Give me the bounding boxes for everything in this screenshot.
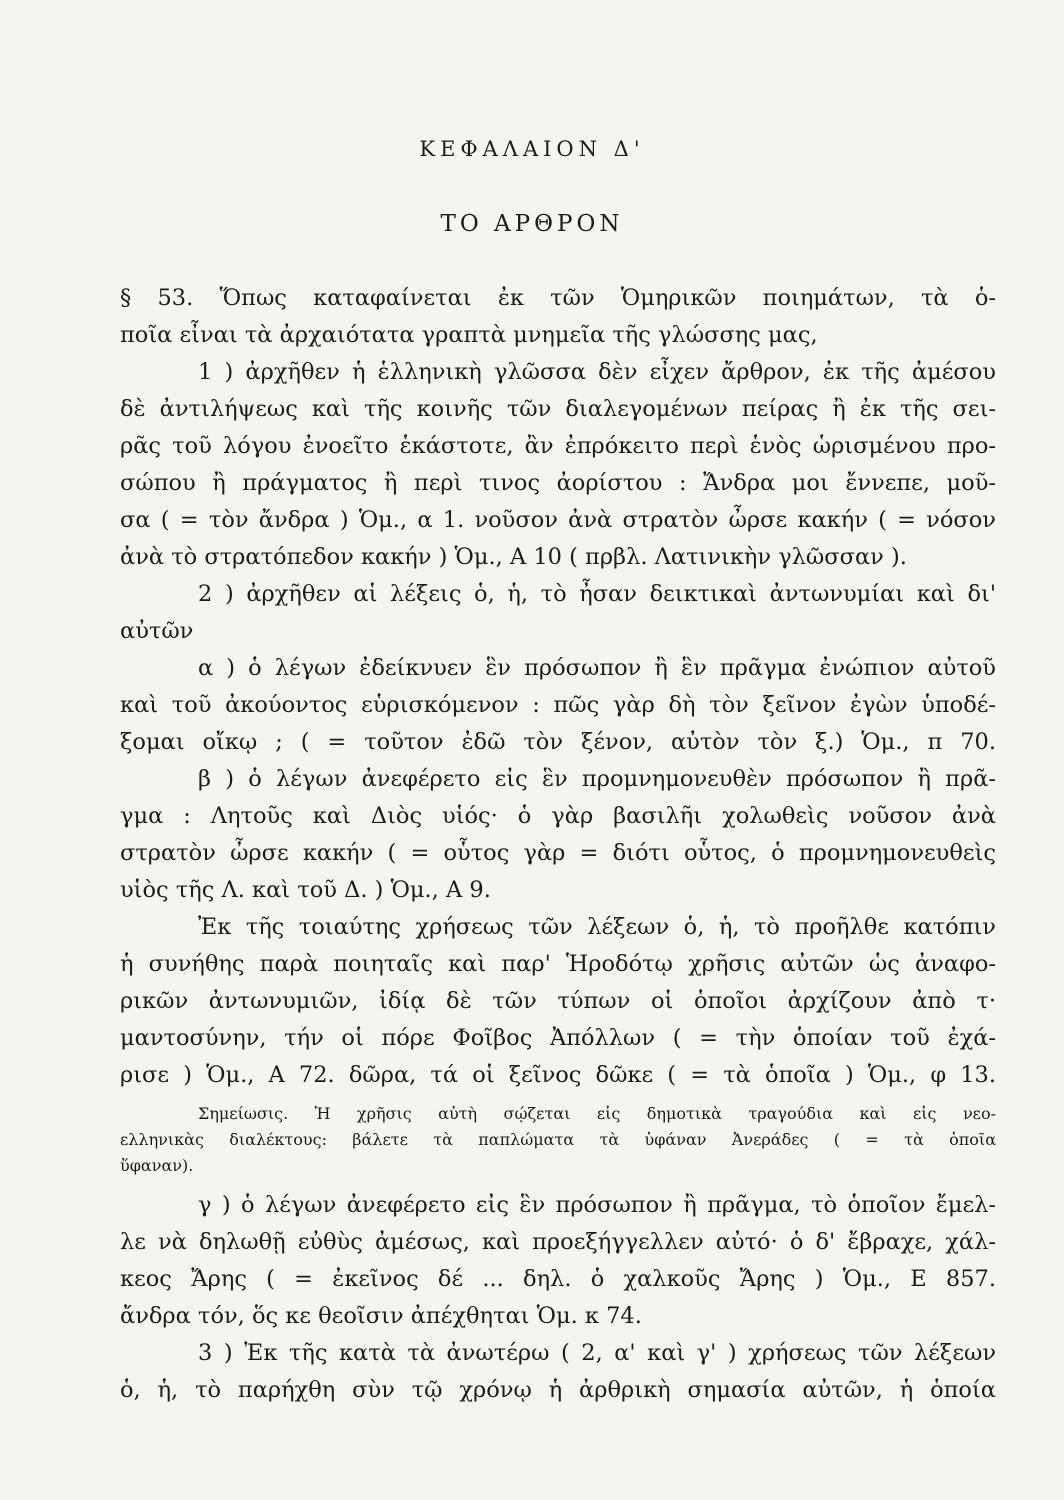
text-line: ρικῶν ἀντωνυμιῶν, ἰδίᾳ δὲ τῶν τύπων οἱ ὁποῖοι ἀρχίζουν ἀπὸ τ· <box>120 988 996 1014</box>
chapter-title: ΚΕΦΑΛΑΙΟΝ Δ' <box>419 137 645 161</box>
text-line: ποῖα εἶναι τὰ ἀρχαιότατα γραπτὰ μνημεῖα τῆς γλώσσης μας, <box>120 322 818 348</box>
text-line: λε νὰ δηλωθῇ εὐθὺς ἀμέσως, καὶ προεξήγγελλεν αὐτό· ὁ δ' ἔβραχε, χάλ- <box>120 1229 996 1255</box>
text-line: γμα : Λητοῦς καὶ Διὸς υἱός· ὁ γὰρ βασιλῆι χολωθεὶς νοῦσον ἀνὰ <box>120 803 996 829</box>
text-line: ξομαι οἴκῳ ; ( = τοῦτον ἐδῶ τὸν ξένον, αὐτὸν τὸν ξ.) Ὁμ., π 70. <box>120 729 996 755</box>
text-line: σώπου ἢ πράγματος ἢ περὶ τινος ἀορίστου : Ἄνδρα μοι ἔννεπε, μοῦ- <box>120 470 996 496</box>
note-line: ελληνικὰς διαλέκτους: βάλετε τὰ παπλώματα τὰ ὑφάναν Ἀνεράδες ( = τὰ ὁποῖα <box>120 1130 996 1149</box>
text-line: 3 ) Ἐκ τῆς κατὰ τὰ ἀνωτέρω ( 2, α' καὶ γ' ) χρήσεως τῶν λέξεων <box>198 1340 996 1366</box>
text-line: 1 ) ἀρχῆθεν ἡ ἑλληνικὴ γλῶσσα δὲν εἶχεν ἄρθρον, ἐκ τῆς ἀμέσου <box>198 359 996 385</box>
text-line: β ) ὁ λέγων ἀνεφέρετο εἰς ἓν προμνημονευθὲν πρόσωπον ἢ πρᾶ- <box>198 766 996 792</box>
text-line: σα ( = τὸν ἄνδρα ) Ὁμ., α 1. νοῦσον ἀνὰ στρατὸν ὦρσε κακήν ( = νόσον <box>120 507 996 533</box>
text-body <box>120 280 996 1409</box>
text-line: καὶ τοῦ ἀκούοντος εὑρισκόμενον : πῶς γὰρ δὴ τὸν ξεῖνον ἐγὼν ὑποδέ- <box>120 692 996 718</box>
text-line: γ ) ὁ λέγων ἀνεφέρετο εἰς ἓν πρόσωπον ἢ πρᾶγμα, τὸ ὁποῖον ἔμελ- <box>198 1192 996 1218</box>
text-line: αὐτῶν <box>120 618 194 644</box>
text-line: στρατὸν ὦρσε κακήν ( = οὗτος γὰρ = διότι οὗτος, ὁ προμνημονευθεὶς <box>120 840 996 866</box>
text-line: δὲ ἀντιλήψεως καὶ τῆς κοινῆς τῶν διαλεγομένων πείρας ἢ ἐκ τῆς σει- <box>120 396 996 422</box>
text-line: μαντοσύνην, τήν οἱ πόρε Φοῖβος Ἀπόλλων ( = τὴν ὁποίαν τοῦ ἐχά- <box>120 1025 996 1051</box>
text-line: κεος Ἄρης ( = ἐκεῖνος δέ ... δηλ. ὁ χαλκοῦς Ἄρης ) Ὁμ., Ε 857. <box>120 1266 996 1292</box>
chapter-heading: ΤΟ ΑΡΘΡΟΝ <box>440 211 624 237</box>
note-line: Σημείωσις. Ἡ χρῆσις αὐτὴ σῴζεται εἰς δημοτικὰ τραγούδια καὶ εἰς νεο- <box>198 1104 996 1123</box>
note-line: ὕφαναν). <box>120 1156 194 1175</box>
text-line: ἡ συνήθης παρὰ ποιηταῖς καὶ παρ' Ἡροδότῳ χρῆσις αὐτῶν ὡς ἀναφο- <box>120 951 996 977</box>
text-line: ὁ, ἡ, τὸ παρήχθη σὺν τῷ χρόνῳ ἡ ἀρθρικὴ σημασία αὐτῶν, ἡ ὁποία <box>120 1377 996 1403</box>
text-line: ρισε ) Ὁμ., Α 72. δῶρα, τά οἱ ξεῖνος δῶκε ( = τὰ ὁποῖα ) Ὁμ., φ 13. <box>120 1062 996 1088</box>
text-line: § 53. Ὅπως καταφαίνεται ἐκ τῶν Ὁμηρικῶν ποιημάτων, τὰ ὁ- <box>120 285 996 311</box>
text-line: 2 ) ἀρχῆθεν αἱ λέξεις ὁ, ἡ, τὸ ἦσαν δεικτικαὶ ἀντωνυμίαι καὶ δι' <box>198 581 996 607</box>
text-line: ἀνὰ τὸ στρατόπεδον κακήν ) Ὁμ., Α 10 ( πρβλ. Λατινικὴν γλῶσσαν ). <box>120 544 907 570</box>
text-line: ρᾶς τοῦ λόγου ἐνοεῖτο ἑκάστοτε, ἂν ἐπρόκειτο περὶ ἑνὸς ὡρισμένου προ- <box>120 433 996 459</box>
text-line: α ) ὁ λέγων ἐδείκνυεν ἓν πρόσωπον ἢ ἓν πρᾶγμα ἐνώπιον αὐτοῦ <box>198 655 996 681</box>
text-line: υἱὸς τῆς Λ. καὶ τοῦ Δ. ) Ὁμ., Α 9. <box>120 877 491 903</box>
text-line: Ἐκ τῆς τοιαύτης χρήσεως τῶν λέξεων ὁ, ἡ, τὸ προῆλθε κατόπιν <box>198 914 996 940</box>
text-line: ἄνδρα τόν, ὅς κε θεοῖσιν ἀπέχθηται Ὁμ. κ 74. <box>120 1303 642 1329</box>
